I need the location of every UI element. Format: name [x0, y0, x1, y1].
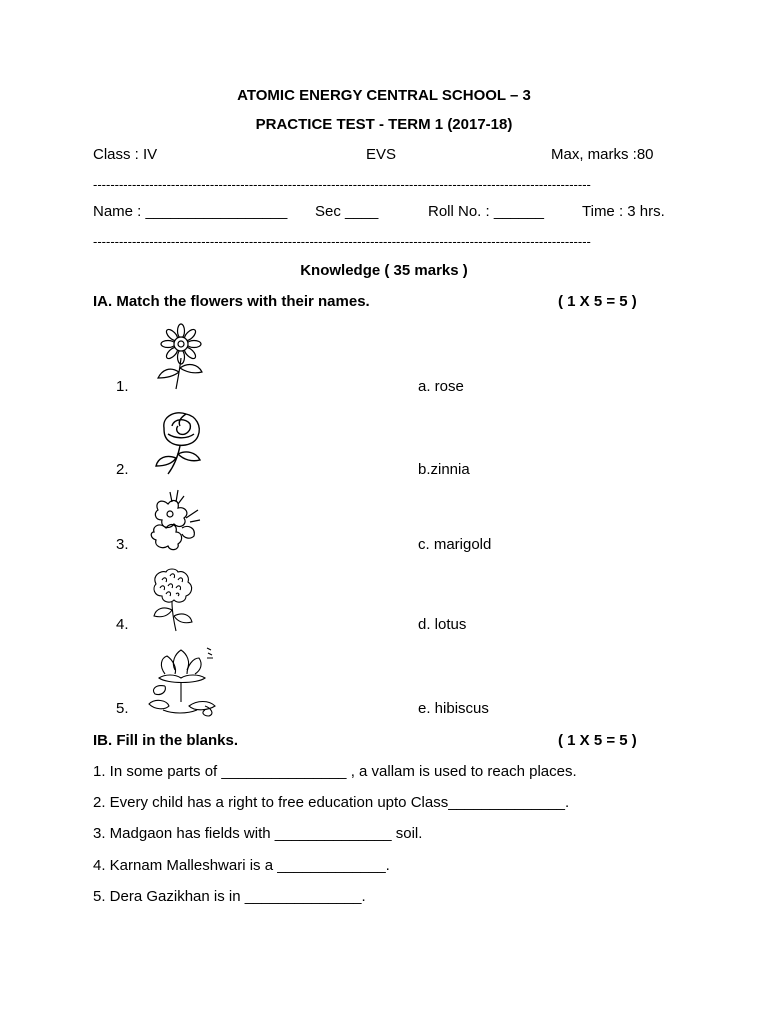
- fill-blank-item: 4. Karnam Malleshwari is a _____________.: [93, 857, 390, 874]
- separator-line: -------------------------------------------------------------------------------------------------------------------: [93, 177, 591, 192]
- sec-field: Sec ____: [315, 203, 379, 220]
- match-number: 5.: [116, 700, 129, 717]
- fill-blank-item: 5. Dera Gazikhan is in ______________.: [93, 888, 366, 905]
- hibiscus-icon: [148, 488, 204, 552]
- fill-blank-item: 2. Every child has a right to free education upto Class______________.: [93, 794, 570, 811]
- question-ia-title: IA. Match the flowers with their names.: [93, 293, 370, 310]
- fill-blank-item: 1. In some parts of _______________ , a vallam is used to reach places.: [93, 763, 577, 780]
- match-number: 3.: [116, 536, 129, 553]
- match-option: b.zinnia: [418, 461, 470, 478]
- separator-line: -------------------------------------------------------------------------------------------------------------------: [93, 234, 591, 249]
- roll-field: Roll No. : ______: [428, 203, 544, 220]
- match-option: a. rose: [418, 378, 464, 395]
- question-ia-marks: ( 1 X 5 = 5 ): [558, 293, 637, 310]
- time-label: Time : 3 hrs.: [582, 203, 665, 220]
- max-marks-label: Max, marks :80: [551, 146, 654, 163]
- match-number: 4.: [116, 616, 129, 633]
- fill-blank-item: 3. Madgaon has fields with ______________ soil.: [93, 825, 423, 842]
- question-ib-title: IB. Fill in the blanks.: [93, 732, 239, 749]
- match-option: e. hibiscus: [418, 700, 489, 717]
- match-option: c. marigold: [418, 536, 492, 553]
- match-option: d. lotus: [418, 616, 467, 633]
- class-label: Class : IV: [93, 146, 158, 163]
- section-title: Knowledge ( 35 marks ): [300, 262, 468, 279]
- rose-icon: [150, 408, 212, 476]
- sunflower-icon: [150, 322, 212, 390]
- subject-label: EVS: [366, 146, 397, 163]
- name-field: Name : _________________: [93, 203, 288, 220]
- question-ib-marks: ( 1 X 5 = 5 ): [558, 732, 637, 749]
- match-number: 2.: [116, 461, 129, 478]
- lotus-icon: [145, 644, 221, 718]
- school-name: ATOMIC ENERGY CENTRAL SCHOOL – 3: [237, 87, 531, 104]
- match-number: 1.: [116, 378, 129, 395]
- test-title: PRACTICE TEST - TERM 1 (2017-18): [255, 116, 513, 133]
- marigold-icon: [148, 566, 196, 632]
